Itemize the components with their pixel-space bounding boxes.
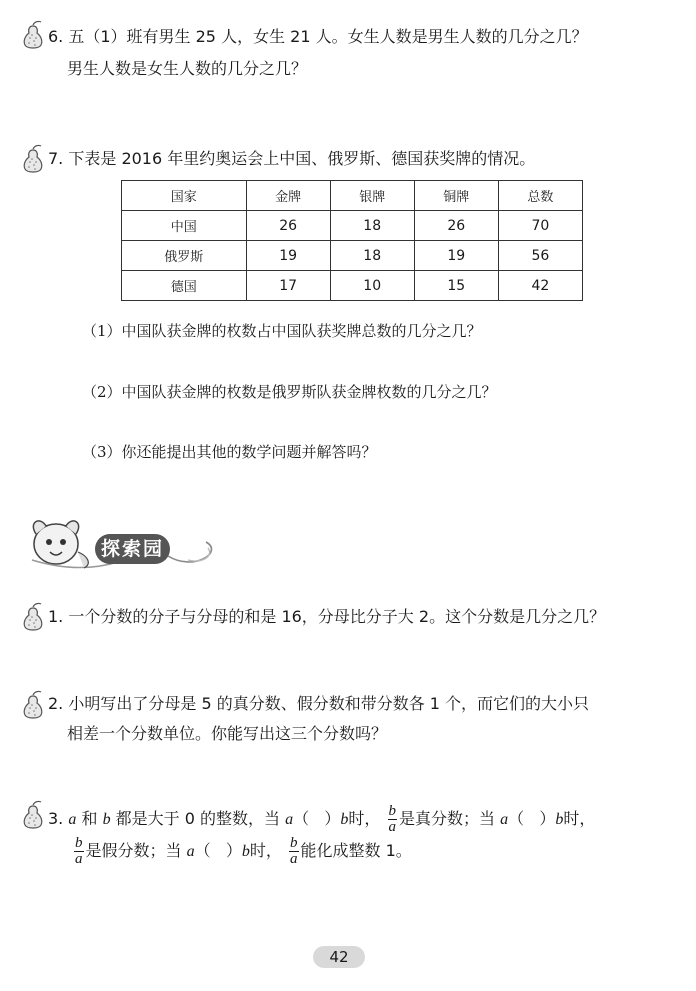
table-cell: 26 bbox=[246, 211, 330, 241]
pear-icon bbox=[20, 800, 46, 830]
table-cell: 18 bbox=[330, 211, 414, 241]
q7-sub3: （3）你还能提出其他的数学问题并解答吗？ bbox=[82, 443, 377, 461]
fraction-b-over-a: $\frac{b}{a}$ bbox=[388, 803, 397, 835]
var-b: b bbox=[340, 811, 349, 828]
table-header-cell: 总数 bbox=[498, 181, 582, 211]
table-header-row bbox=[122, 181, 583, 211]
e2-line1: 2. 小明写出了分母是 5 的真分数、假分数和带分数各 1 个，而它们的大小只 bbox=[48, 694, 590, 713]
medal-table bbox=[121, 180, 583, 301]
q6-line1: 6. 五（1）班有男生 25 人，女生 21 人。女生人数是男生人数的几分之几？ bbox=[48, 27, 588, 46]
blank-open: （ bbox=[508, 809, 525, 828]
table-header-cell: 铜牌 bbox=[414, 181, 498, 211]
e3-text: 和 bbox=[81, 809, 98, 828]
pear-icon bbox=[20, 144, 46, 174]
blank-close: ） bbox=[324, 809, 341, 828]
e3-text: 是真分数；当 bbox=[399, 809, 496, 828]
e1-text: 1. 一个分数的分子与分母的和是 16，分母比分子大 2。这个分数是几分之几？ bbox=[48, 607, 606, 626]
q6-line2: 男生人数是女生人数的几分之几？ bbox=[67, 59, 308, 78]
table-cell: 56 bbox=[498, 241, 582, 271]
e3-text: 是假分数；当 bbox=[85, 841, 182, 860]
pear-icon bbox=[20, 690, 46, 720]
table-header-cell: 国家 bbox=[122, 181, 247, 211]
e3-number: 3. bbox=[48, 809, 64, 828]
table-header-cell: 金牌 bbox=[246, 181, 330, 211]
e3-line2 bbox=[72, 836, 412, 870]
table-cell: 10 bbox=[330, 271, 414, 301]
table-row bbox=[122, 211, 583, 241]
var-a: a bbox=[186, 843, 195, 860]
e3-text: 时， bbox=[348, 809, 381, 828]
fraction-b-over-a: $\frac{b}{a}$ bbox=[75, 835, 83, 867]
table-cell: 19 bbox=[246, 241, 330, 271]
table-cell: 26 bbox=[414, 211, 498, 241]
blank-open: （ bbox=[293, 809, 310, 828]
var-a: a bbox=[68, 811, 77, 828]
blank-close: ） bbox=[539, 809, 556, 828]
pear-icon bbox=[20, 602, 46, 632]
var-a: a bbox=[500, 811, 509, 828]
e2-line2: 相差一个分数单位。你能写出这三个分数吗？ bbox=[67, 724, 388, 743]
table-row bbox=[122, 271, 583, 301]
page-number: 42 bbox=[313, 946, 365, 968]
e3-text: 能化成整数 1。 bbox=[300, 841, 412, 860]
e3-text: 时， bbox=[249, 841, 282, 860]
table-cell-country: 中国 bbox=[122, 211, 247, 241]
q7-sub2: （2）中国队获金牌的枚数是俄罗斯队获金牌枚数的几分之几？ bbox=[82, 383, 497, 401]
blank-close: ） bbox=[225, 841, 242, 860]
table-cell: 17 bbox=[246, 271, 330, 301]
e3-line1 bbox=[48, 804, 595, 838]
var-b: b bbox=[241, 843, 250, 860]
var-b: b bbox=[102, 811, 111, 828]
table-row bbox=[122, 241, 583, 271]
q7-intro: 7. 下表是 2016 年里约奥运会上中国、俄罗斯、德国获奖牌的情况。 bbox=[48, 149, 536, 168]
pear-icon bbox=[20, 20, 46, 50]
table-cell: 18 bbox=[330, 241, 414, 271]
section-title: 探索园 bbox=[95, 534, 170, 564]
var-a: a bbox=[285, 811, 294, 828]
table-cell: 42 bbox=[498, 271, 582, 301]
table-cell-country: 德国 bbox=[122, 271, 247, 301]
var-b: b bbox=[555, 811, 564, 828]
fraction-b-over-a: $\frac{b}{a}$ bbox=[290, 835, 298, 867]
table-header-cell: 银牌 bbox=[330, 181, 414, 211]
e3-text: 时， bbox=[563, 809, 596, 828]
e3-text: 都是大于 0 的整数，当 bbox=[115, 809, 281, 828]
q7-sub1: （1）中国队获金牌的枚数占中国队获奖牌总数的几分之几？ bbox=[82, 322, 482, 340]
table-cell: 70 bbox=[498, 211, 582, 241]
table-cell: 15 bbox=[414, 271, 498, 301]
table-cell-country: 俄罗斯 bbox=[122, 241, 247, 271]
table-cell: 19 bbox=[414, 241, 498, 271]
blank-open: （ bbox=[194, 841, 211, 860]
